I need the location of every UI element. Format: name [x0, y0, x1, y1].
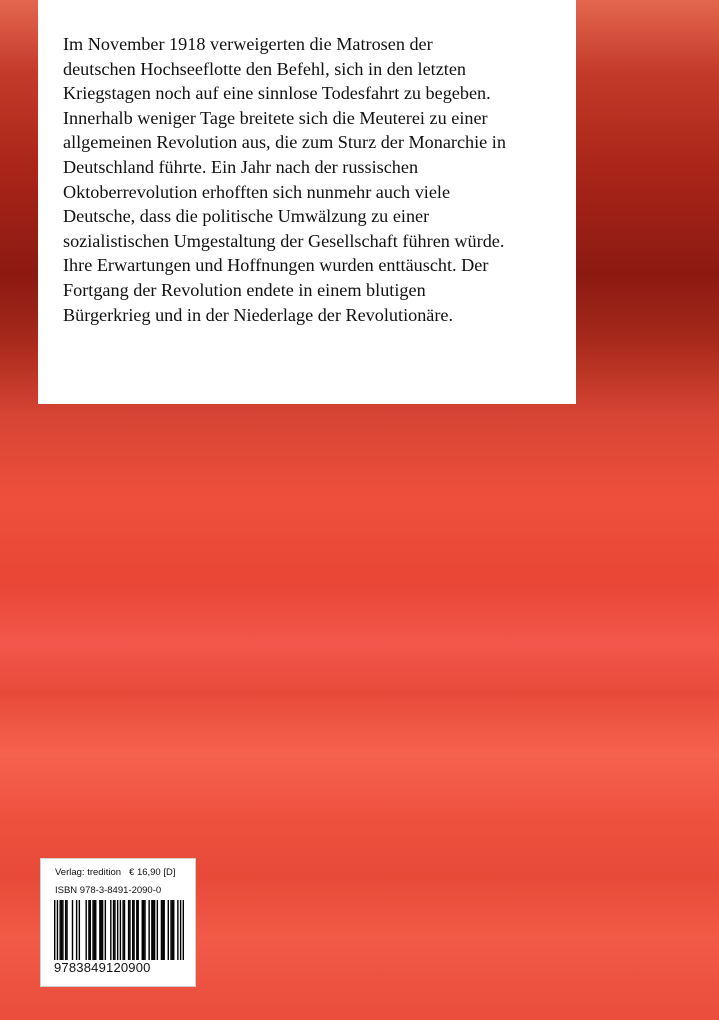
barcode-bar [151, 900, 152, 960]
barcode-bar [102, 900, 103, 960]
barcode-bar [128, 900, 129, 960]
barcode-bar [120, 900, 121, 960]
barcode-bar [148, 900, 149, 960]
barcode-bar [154, 900, 155, 960]
barcode-bar [57, 900, 58, 960]
barcode-bar [172, 900, 173, 960]
barcode-bar [105, 900, 106, 960]
barcode-bar [180, 900, 181, 960]
barcode-bar [162, 900, 163, 960]
barcode-bar [85, 900, 86, 960]
barcode-bar [177, 900, 178, 960]
barcode-bar [124, 900, 125, 960]
blurb-text [63, 32, 552, 327]
barcode-bar [161, 900, 162, 960]
barcode-bar [76, 900, 77, 960]
barcode-bar [157, 900, 158, 960]
barcode-bar [90, 900, 91, 960]
barcode-panel [40, 858, 196, 987]
barcode-bar [88, 900, 89, 960]
barcode-bar [143, 900, 144, 960]
barcode-bar [66, 900, 67, 960]
blurb-box [38, 0, 576, 404]
barcode-bar [142, 900, 143, 960]
barcode-bar [62, 900, 63, 960]
barcode-bar [133, 900, 134, 960]
blurb-line-4: Innerhalb weniger Tage breitete sich die Meuterei zu einer [63, 107, 488, 128]
barcode-bar [117, 900, 118, 960]
barcode-bar [163, 900, 164, 960]
barcode-bar [113, 900, 114, 960]
barcode-bar [153, 900, 154, 960]
blurb-line-9: sozialistischen Umgestaltung der Gesellschaft führen würde. [63, 230, 505, 251]
barcode-bar [61, 900, 62, 960]
barcode-bar [144, 900, 145, 960]
price-label: € 16,90 [D] [129, 867, 176, 878]
barcode-bar [170, 900, 171, 960]
blurb-line-7: Oktoberrevolution erhofften sich nunmehr auch viele [63, 181, 451, 202]
barcode-bar [129, 900, 130, 960]
barcode-bar [65, 900, 66, 960]
barcode-bar [122, 900, 123, 960]
barcode-bar [79, 900, 80, 960]
barcode-bar [94, 900, 95, 960]
barcode-bar [59, 900, 60, 960]
blurb-line-5: allgemeinen Revolution aus, die zum Sturz der Monarchie in [63, 132, 506, 153]
barcode-bar [132, 900, 133, 960]
barcode-bar [95, 900, 96, 960]
barcode-bar [72, 900, 73, 960]
blurb-line-2: deutschen Hochseeflotte den Befehl, sich in den letzten [63, 58, 467, 79]
barcode-bar [183, 900, 184, 960]
barcode-graphic [54, 900, 184, 960]
barcode-bar [136, 900, 137, 960]
barcode-bar [110, 900, 111, 960]
publisher-price-line [55, 867, 187, 879]
blurb-line-10: Ihre Erwartungen und Hoffnungen wurden enttäuscht. Der [63, 255, 489, 276]
blurb-line-3: Kriegstagen noch auf eine sinnlose Todesfahrt zu begeben. [63, 83, 491, 104]
barcode-bar [114, 900, 115, 960]
blurb-line-12: Bürgerkrieg und in der Niederlage der Revolutionäre. [63, 304, 454, 325]
barcode-bar [54, 900, 55, 960]
blurb-line-11: Fortgang der Revolution endete in einem blutigen [63, 279, 426, 300]
barcode-bar [137, 900, 138, 960]
barcode-bar [99, 900, 100, 960]
barcode-bar [92, 900, 93, 960]
ean-digits: 9783849120900 [54, 960, 151, 975]
blurb-line-1: Im November 1918 verweigerten die Matrosen der [63, 34, 433, 54]
barcode-bar [173, 900, 174, 960]
publisher-label: Verlag: tredition [55, 867, 122, 878]
barcode-bar [168, 900, 169, 960]
blurb-line-8: Deutsche, dass die politische Umwälzung zu einer [63, 206, 430, 227]
barcode-bar [101, 900, 102, 960]
blurb-line-6: Deutschland führte. Ein Jahr nach der russischen [63, 156, 419, 177]
isbn-label: ISBN 978-3-8491-2090-0 [55, 885, 162, 896]
